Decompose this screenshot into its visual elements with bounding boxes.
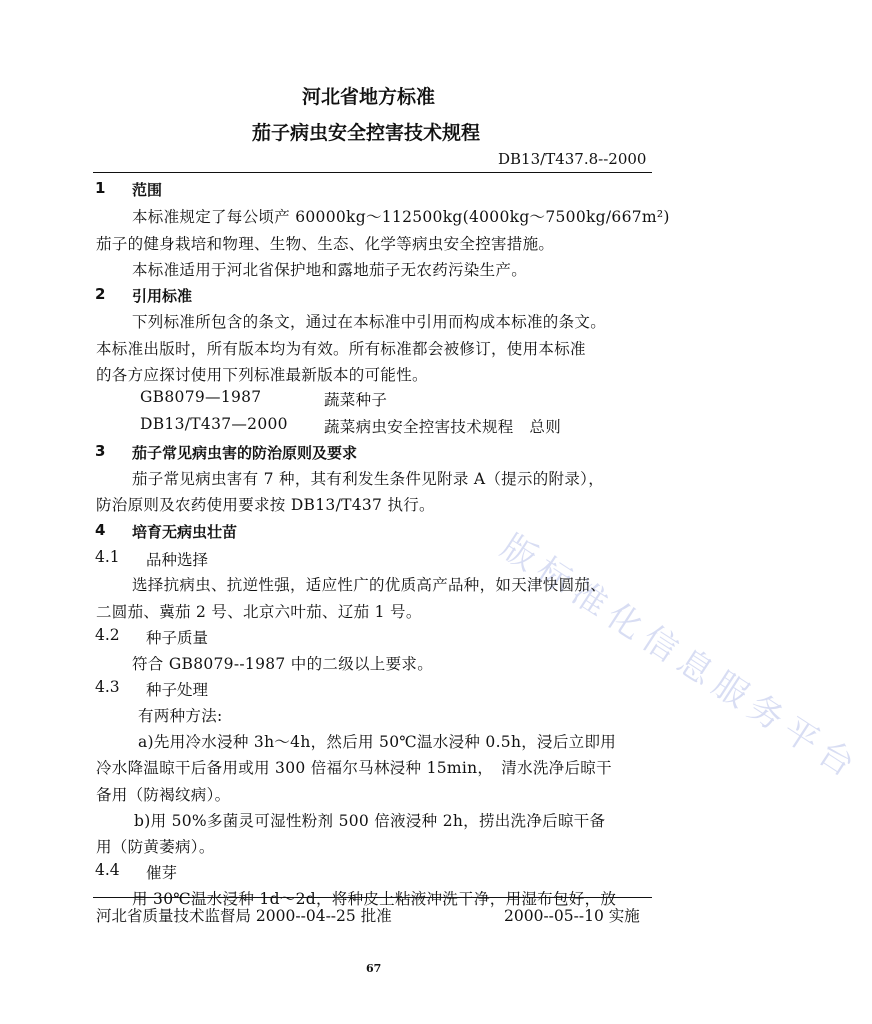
paragraph-line: 二圆茄、冀茄 2 号、北京六叶茄、辽茄 1 号。 [96,603,422,621]
paragraph-line: b)用 50%多菌灵可湿性粉剂 500 倍液浸种 2h，捞出洗净后晾干备 [134,812,606,830]
section-4-title: 培育无病虫壮苗 [132,523,238,541]
paragraph-line: 本标准适用于河北省保护地和露地茄子无农药污染生产。 [132,261,528,279]
paragraph-line: 茄子的健身栽培和物理、生物、生态、化学等病虫安全控害措施。 [96,235,555,253]
subsection-4-3-title: 种子处理 [146,681,209,699]
section-3-number: 3 [95,442,106,460]
paragraph-line: 选择抗病虫、抗逆性强，适应性广的优质高产品种，如天津快圆茄、 [132,576,607,594]
section-1-title: 范围 [132,181,163,199]
reference-name: 蔬菜种子 [324,391,388,409]
reference-name: 蔬菜病虫安全控害技术规程 总则 [324,418,562,436]
paragraph-line: 防治原则及农药使用要求按 DB13/T437 执行。 [96,496,435,514]
section-2-title: 引用标准 [132,287,193,305]
paragraph-line: 符合 GB8079--1987 中的二级以上要求。 [132,655,433,673]
section-3-title: 茄子常见病虫害的防治原则及要求 [132,444,358,462]
paragraph-line: 用 30℃温水浸种 1d～2d，将种皮上粘液冲洗干净，用湿布包好，放 [132,890,617,908]
subsection-4-1-title: 品种选择 [146,551,209,569]
section-4-number: 4 [95,521,106,539]
reference-code: GB8079—1987 [140,388,262,406]
subsection-4-4-number: 4.4 [95,861,120,879]
watermark: 版标准化信息服务平台 [493,526,868,790]
reference-code: DB13/T437—2000 [140,415,288,433]
org-title: 河北省地方标准 [302,86,436,108]
subsection-4-3-number: 4.3 [95,678,120,696]
subsection-4-4-title: 催芽 [146,864,178,882]
header-rule [93,172,652,173]
effective-date: 2000--05--10 实施 [504,907,640,925]
paragraph-line: 本标准出版时，所有版本均为有效。所有标准都会被修订，使用本标准 [96,340,586,358]
paragraph-line: 有两种方法: [138,707,223,725]
paragraph-line: 茄子常见病虫害有 7 种，其有利发生条件见附录 A（提示的附录）， [132,470,604,488]
paragraph-line: 下列标准所包含的条文，通过在本标准中引用而构成本标准的条文。 [132,313,607,331]
section-2-number: 2 [95,285,106,303]
footer-rule [93,897,652,898]
section-1-number: 1 [95,179,106,197]
paragraph-line: 本标准规定了每公顷产 60000kg～112500kg(4000kg～7500kg/667m²) [132,208,670,226]
approval-date: 河北省质量技术监督局 2000--04--25 批准 [96,907,392,925]
standard-number: DB13/T437.8--2000 [498,150,647,168]
paragraph-line: 用（防黄萎病）。 [96,838,215,856]
paragraph-line: a)先用冷水浸种 3h～4h，然后用 50℃温水浸种 0.5h，浸后立即用 [138,733,617,751]
paragraph-line: 备用（防褐纹病）。 [96,786,231,804]
paragraph-line: 的各方应探讨使用下列标准最新版本的可能性。 [96,366,428,384]
subsection-4-1-number: 4.1 [95,548,120,566]
subsection-4-2-number: 4.2 [95,626,120,644]
subsection-4-2-title: 种子质量 [146,629,209,647]
page-number: 67 [366,962,382,975]
doc-title: 茄子病虫安全控害技术规程 [252,122,481,144]
paragraph-line: 冷水降温晾干后备用或用 300 倍福尔马林浸种 15min， 清水洗净后晾干 [96,759,612,777]
